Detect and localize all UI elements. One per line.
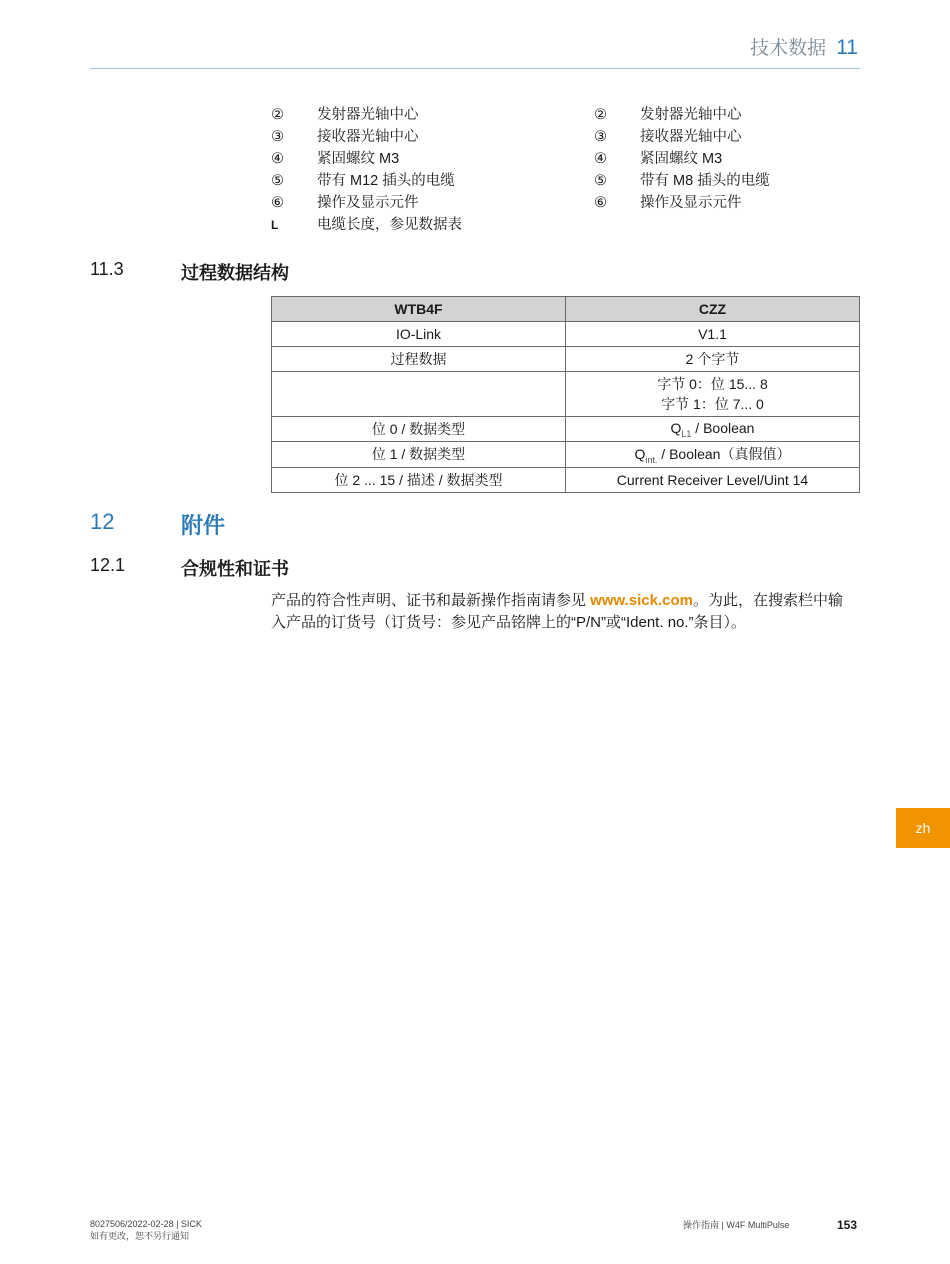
footer-guide-title: 操作指南 | W4F MultiPulse — [683, 1220, 790, 1230]
table-cell — [566, 417, 860, 442]
process-data-table — [271, 296, 860, 493]
legend-text: 接收器光轴中心 — [640, 129, 742, 145]
legend-marker: ③ — [271, 129, 284, 145]
cell-subscript: L1 — [681, 428, 692, 439]
legend-item — [271, 170, 462, 192]
sick-website-link[interactable]: www.sick.com — [590, 592, 693, 609]
table-cell: 位 0 / 数据类型 — [272, 417, 566, 442]
chapter-heading-12 — [90, 509, 225, 540]
legend-marker: ⑥ — [271, 195, 284, 211]
footer-doc-number: 8027506/2022-02-28 | SICK — [90, 1219, 202, 1229]
footer-doc-info — [90, 1218, 202, 1242]
section-title: 合规性和证书 — [181, 559, 289, 579]
legend-marker: ③ — [594, 129, 607, 145]
legend-text: 发射器光轴中心 — [317, 107, 419, 123]
table-cell: 过程数据 — [272, 347, 566, 372]
legend-marker: ⑥ — [594, 195, 607, 211]
legend-text: 电缆长度，参见数据表 — [317, 217, 462, 233]
table-cell — [272, 372, 566, 417]
footer-notice: 如有更改，恕不另行通知 — [90, 1231, 190, 1241]
paragraph-text: 产品的符合性声明、证书和最新操作指南请参见 — [271, 592, 591, 609]
table-header-row — [272, 297, 860, 322]
chapter-title — [750, 33, 858, 60]
header-divider — [90, 68, 860, 69]
table-row — [272, 372, 860, 417]
section-heading-11-3 — [90, 259, 289, 285]
table-row — [272, 467, 860, 492]
table-cell: Current Receiver Level/Uint 14 — [566, 467, 860, 492]
table-header-cell: CZZ — [566, 297, 860, 322]
table-cell: V1.1 — [566, 322, 860, 347]
legend-text: 带有 M8 插头的电缆 — [640, 173, 770, 189]
table-cell: 位 1 / 数据类型 — [272, 442, 566, 468]
legend-marker: L — [271, 218, 279, 232]
table-cell — [566, 442, 860, 468]
cell-text: Q — [670, 419, 682, 436]
legend-item — [594, 170, 770, 192]
legend-text: 操作及显示元件 — [640, 195, 742, 211]
legend-item — [271, 214, 462, 236]
chapter-number: 11 — [836, 36, 858, 59]
legend-text: 接收器光轴中心 — [317, 129, 419, 145]
legend-text: 带有 M12 插头的电缆 — [317, 173, 455, 189]
table-row — [272, 417, 860, 442]
legend-item — [594, 104, 770, 126]
chapter-title-text: 技术数据 — [750, 38, 827, 59]
legend-marker: ② — [271, 107, 284, 123]
cell-text: / Boolean — [691, 419, 755, 436]
cell-text: / Boolean（真假值） — [657, 446, 791, 462]
section-title: 过程数据结构 — [181, 263, 289, 283]
section-heading-12-1 — [90, 555, 289, 581]
conformity-paragraph — [271, 590, 851, 634]
table-row — [272, 322, 860, 347]
legend-marker: ④ — [594, 151, 607, 167]
legend-right — [594, 104, 770, 214]
table-cell — [566, 372, 860, 417]
language-tab[interactable]: zh — [896, 808, 950, 848]
table-row — [272, 442, 860, 468]
legend-text: 紧固螺纹 M3 — [317, 151, 400, 167]
legend-text: 发射器光轴中心 — [640, 107, 742, 123]
table-header-cell: WTB4F — [272, 297, 566, 322]
section-number: 12.1 — [90, 555, 126, 575]
legend-marker: ⑤ — [594, 173, 607, 189]
legend-text: 紧固螺纹 M3 — [640, 151, 723, 167]
legend-item — [271, 148, 462, 170]
legend-item — [271, 104, 462, 126]
legend-left — [271, 104, 462, 236]
legend-item — [271, 192, 462, 214]
legend-text: 操作及显示元件 — [317, 195, 419, 211]
cell-text: Q — [634, 446, 646, 462]
legend-item — [594, 192, 770, 214]
byte-line: 字节 1：位 7... 0 — [661, 396, 764, 412]
byte-line: 字节 0：位 15... 8 — [657, 376, 768, 392]
table-cell: IO-Link — [272, 322, 566, 347]
legend-item — [271, 126, 462, 148]
legend-item — [594, 148, 770, 170]
cell-subscript: int. — [645, 454, 658, 465]
section-number: 11.3 — [90, 259, 124, 279]
chapter-number: 12 — [90, 509, 115, 534]
legend-marker: ② — [594, 107, 607, 123]
legend-marker: ⑤ — [271, 173, 284, 189]
legend-marker: ④ — [271, 151, 284, 167]
page-number: 153 — [837, 1218, 858, 1232]
chapter-title: 附件 — [181, 513, 226, 538]
table-cell: 位 2 ... 15 / 描述 / 数据类型 — [272, 467, 566, 492]
paragraph-text: 。为此，在搜索栏中输入产品的订货号（订货号：参见产品铭牌上的“P/N”或“Ident. no.”条目）。 — [271, 592, 844, 631]
table-row — [272, 347, 860, 372]
table-cell: 2 个字节 — [566, 347, 860, 372]
legend-item — [594, 126, 770, 148]
